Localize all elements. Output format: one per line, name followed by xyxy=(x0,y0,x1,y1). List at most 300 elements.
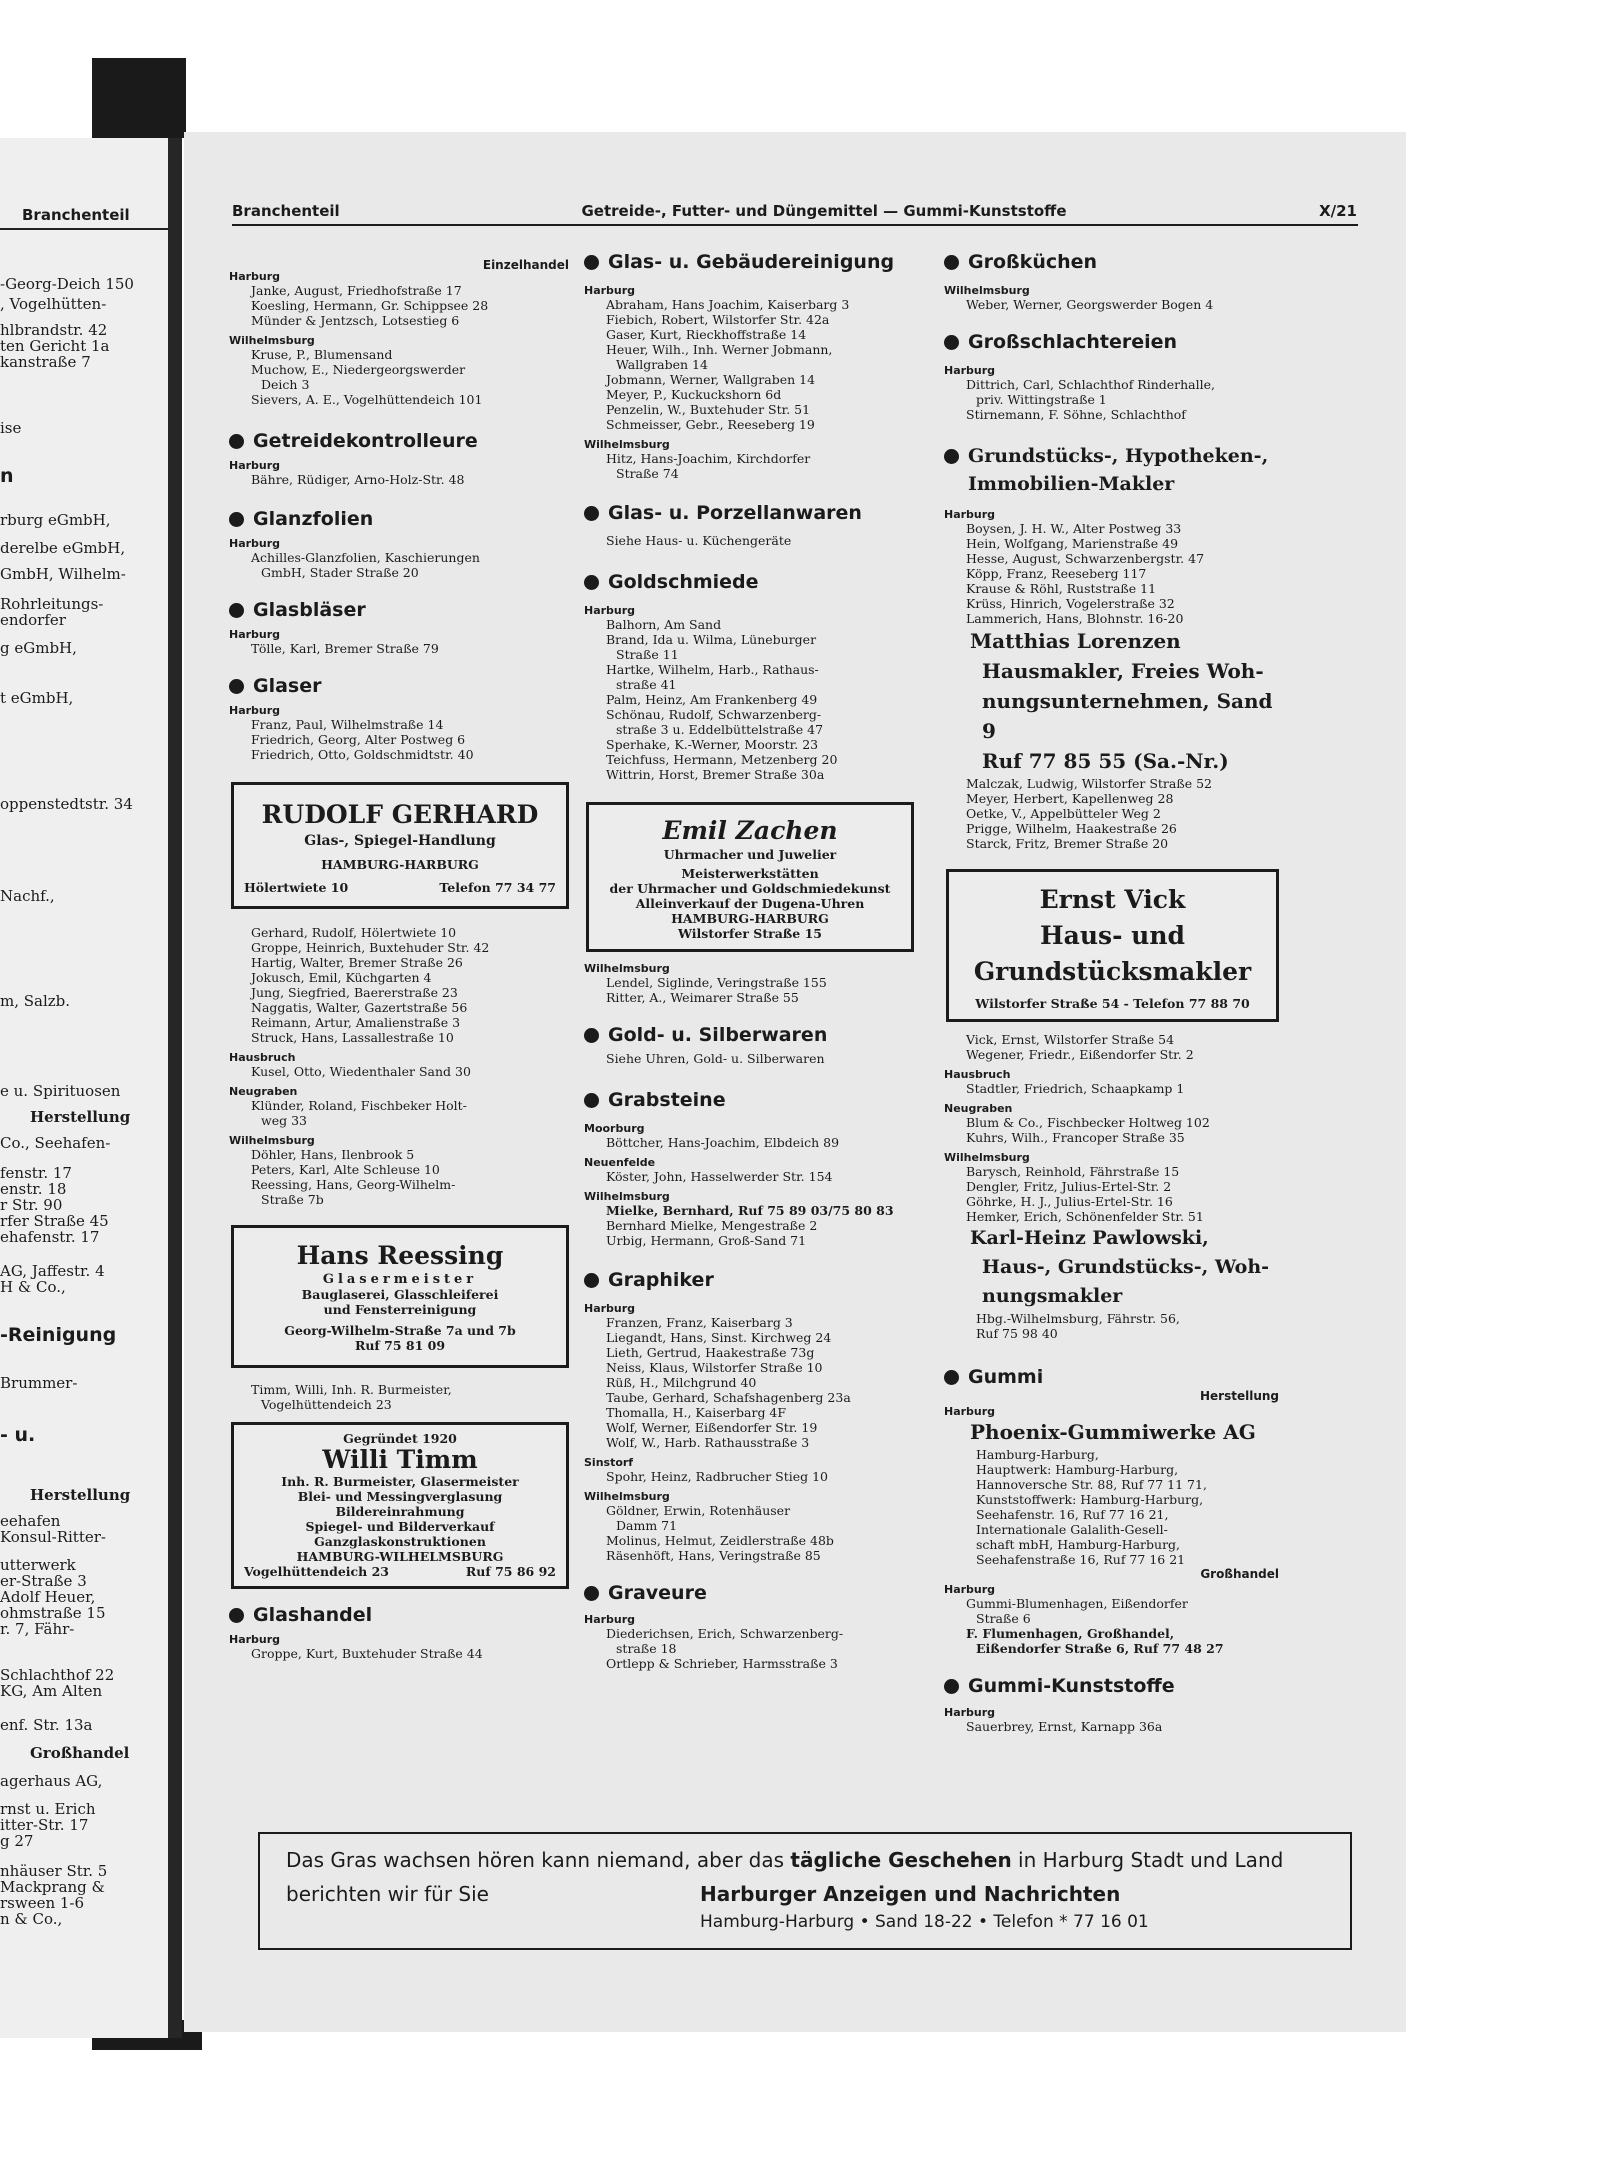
left-page-line: Rohrleitungs- xyxy=(0,595,104,613)
ad-line: HAMBURG-HARBURG xyxy=(321,857,479,872)
list-item: Bähre, Rüdiger, Arno-Holz-Str. 48 xyxy=(251,472,465,487)
bullet-icon xyxy=(944,335,959,350)
left-page-line: AG, Jaffestr. 4 xyxy=(0,1262,105,1280)
page-header-left: Branchenteil xyxy=(232,202,340,220)
section-glaser xyxy=(229,674,569,762)
section-heading xyxy=(229,429,569,453)
location-label: Harburg xyxy=(229,1633,281,1646)
ad-line: Uhrmacher und Juwelier xyxy=(663,847,837,862)
location-label: Harburg xyxy=(584,1302,636,1315)
location-label: Harburg xyxy=(584,1613,636,1626)
scan-edge-top xyxy=(92,58,186,138)
ad-line: Blei- und Messingverglasung xyxy=(297,1489,503,1504)
left-page-line: utterwerk xyxy=(0,1556,76,1574)
list-item: Hemker, Erich, Schönenfelder Str. 51 xyxy=(966,1209,1204,1224)
list-item: Bernhard Mielke, Mengestraße 2 xyxy=(606,1218,818,1233)
advertisement-zachen xyxy=(586,802,914,952)
section-heading xyxy=(944,1674,1279,1698)
section-makler-continued xyxy=(944,1032,1279,1341)
ad-name: Willi Timm xyxy=(322,1445,478,1474)
bullet-icon xyxy=(584,506,599,521)
left-page-line: enstr. 18 xyxy=(0,1180,67,1198)
page-gutter xyxy=(168,138,182,2038)
list-item-continued: straße 3 u. Eddelbüttelstraße 47 xyxy=(616,722,824,737)
list-item: Urbig, Hermann, Groß-Sand 71 xyxy=(606,1233,807,1248)
left-page-line: nhäuser Str. 5 xyxy=(0,1862,108,1880)
ad-contact-row xyxy=(244,1564,556,1580)
advertisement-reessing xyxy=(231,1225,569,1368)
list-item: Kruse, P., Blumensand xyxy=(251,347,393,362)
ad-address: Vogelhüttendeich 23 xyxy=(244,1564,389,1579)
location-label: Moorburg xyxy=(584,1122,645,1135)
section-title: Glas- u. Gebäudereinigung xyxy=(608,251,895,273)
section-grossschlachtereien xyxy=(944,330,1279,422)
section-goldschmiede xyxy=(584,570,914,782)
ad-line: Bildereinrahmung xyxy=(335,1504,465,1519)
cross-reference: Siehe Uhren, Gold- u. Silberwaren xyxy=(606,1051,825,1066)
left-page-line: GmbH, Wilhelm- xyxy=(0,565,126,583)
list-item: Molinus, Helmut, Zeidlerstraße 48b xyxy=(606,1533,834,1548)
ad-address: Hölertwiete 10 xyxy=(244,880,349,895)
section-graveure xyxy=(584,1581,914,1671)
left-page-line: Nachf., xyxy=(0,887,55,905)
list-item: Brand, Ida u. Wilma, Lüneburger xyxy=(606,632,817,647)
ad-line: Glasermeister xyxy=(322,1272,478,1287)
section-glashandel xyxy=(229,1603,569,1661)
left-page-line: kanstraße 7 xyxy=(0,353,91,371)
ad-line: Grundstücksmakler xyxy=(973,957,1252,986)
left-page-line: itter-Str. 17 xyxy=(0,1816,89,1834)
section-glanzfolien xyxy=(229,507,569,580)
left-page-line: Adolf Heuer, xyxy=(0,1588,96,1606)
section-glasreinigung xyxy=(584,250,914,481)
location-label: Neugraben xyxy=(944,1102,1013,1115)
list-item: Mielke, Bernhard, Ruf 75 89 03/75 80 83 xyxy=(606,1203,894,1218)
left-page-line: derelbe eGmbH, xyxy=(0,539,126,557)
section-title: Glashandel xyxy=(253,1604,373,1626)
section-heading xyxy=(944,330,1279,354)
list-item: Hannoversche Str. 88, Ruf 77 11 71, xyxy=(976,1477,1207,1492)
left-page-rule xyxy=(0,228,168,230)
ad-line: Glas-, Spiegel-Handlung xyxy=(304,833,496,849)
left-page-line: ise xyxy=(0,419,22,437)
list-item-continued: straße 41 xyxy=(616,677,677,692)
location-label: Sinstorf xyxy=(584,1456,634,1469)
list-item: Köster, John, Hasselwerder Str. 154 xyxy=(606,1169,833,1184)
bullet-icon xyxy=(229,434,244,449)
list-item: Sauerbrey, Ernst, Karnapp 36a xyxy=(966,1719,1163,1734)
list-item: Ruf 75 98 40 xyxy=(976,1326,1058,1341)
bullet-icon xyxy=(584,1273,599,1288)
ad-line: Wilstorfer Straße 15 xyxy=(677,926,822,941)
left-page-line: t eGmbH, xyxy=(0,689,74,707)
list-item-continued: Wallgraben 14 xyxy=(616,357,708,372)
featured-line: Matthias Lorenzen xyxy=(970,629,1181,653)
list-item: Koesling, Hermann, Gr. Schippsee 28 xyxy=(251,298,489,313)
left-page-line: rsween 1-6 xyxy=(0,1894,85,1912)
bullet-icon xyxy=(229,1608,244,1623)
list-item: Schmeisser, Gebr., Reeseberg 19 xyxy=(606,417,815,432)
section-title: Gummi-Kunststoffe xyxy=(968,1675,1175,1697)
section-glasblaeser xyxy=(229,598,569,656)
advertisement-gerhard xyxy=(231,782,569,909)
left-page-line: g eGmbH, xyxy=(0,639,77,657)
location-label: Hausbruch xyxy=(229,1051,296,1064)
section-getreidekontrolleure xyxy=(229,429,569,487)
list-item: Teichfuss, Hermann, Metzenberg 20 xyxy=(606,752,838,767)
section-heading xyxy=(584,570,914,594)
list-item: Gerhard, Rudolf, Hölertwiete 10 xyxy=(251,925,457,940)
list-item: Reessing, Hans, Georg-Wilhelm- xyxy=(251,1177,456,1192)
section-title: Getreidekontrolleure xyxy=(253,430,478,452)
left-page-line: endorfer xyxy=(0,611,66,629)
list-item: Balhorn, Am Sand xyxy=(606,617,722,632)
bullet-icon xyxy=(229,603,244,618)
list-item: Groppe, Kurt, Buxtehuder Straße 44 xyxy=(251,1646,483,1661)
list-item-continued: Damm 71 xyxy=(616,1518,678,1533)
list-item: Wegener, Friedr., Eißendorfer Str. 2 xyxy=(966,1047,1194,1062)
list-item: Göldner, Erwin, Rotenhäuser xyxy=(606,1503,791,1518)
left-page-line: Schlachthof 22 xyxy=(0,1666,115,1684)
list-item-continued: Straße 11 xyxy=(616,647,679,662)
section-heading xyxy=(944,442,1279,498)
list-item: Hesse, August, Schwarzenbergstr. 47 xyxy=(966,551,1205,566)
ad-text-bold: tägliche Geschehen xyxy=(790,1848,1012,1872)
section-title-line: Grundstücks-, Hypotheken-, xyxy=(968,445,1269,467)
left-page-header: Branchenteil xyxy=(22,206,130,224)
ad-line: Wilstorfer Straße 54 - Telefon 77 88 70 xyxy=(975,996,1250,1011)
list-item: Meyer, Herbert, Kapellenweg 28 xyxy=(966,791,1174,806)
list-item: Heuer, Wilh., Inh. Werner Jobmann, xyxy=(606,342,833,357)
ad-line: Ganzglaskonstruktionen xyxy=(314,1534,486,1549)
list-item: Jokusch, Emil, Küchgarten 4 xyxy=(251,970,432,985)
header-rule xyxy=(232,224,1358,226)
list-item: Hauptwerk: Hamburg-Harburg, xyxy=(976,1462,1179,1477)
bullet-icon xyxy=(944,1679,959,1694)
list-item-continued: Eißendorfer Straße 6, Ruf 77 48 27 xyxy=(976,1641,1224,1656)
list-item: Franz, Paul, Wilhelmstraße 14 xyxy=(251,717,444,732)
list-item: Hitz, Hans-Joachim, Kirchdorfer xyxy=(606,451,811,466)
list-item-continued: Straße 74 xyxy=(616,466,679,481)
list-item-continued: straße 18 xyxy=(616,1641,677,1656)
left-page-line: ten Gericht 1a xyxy=(0,337,110,355)
column-3 xyxy=(944,250,1279,1734)
location-label: Harburg xyxy=(944,364,996,377)
page-header-title: Getreide-, Futter- und Düngemittel — Gummi-Kunststoffe xyxy=(581,202,1067,220)
list-item: Spohr, Heinz, Radbrucher Stieg 10 xyxy=(606,1469,829,1484)
list-item-continued: Vogelhüttendeich 23 xyxy=(261,1397,392,1412)
list-item: Seehafenstr. 16, Ruf 77 16 21, xyxy=(976,1507,1169,1522)
list-item: Hamburg-Harburg, xyxy=(976,1447,1099,1462)
list-item-continued: weg 33 xyxy=(261,1113,307,1128)
location-label: Harburg xyxy=(229,628,281,641)
location-label: Harburg xyxy=(944,1706,996,1719)
ad-phone: Ruf 75 86 92 xyxy=(465,1564,556,1579)
list-item: Thomalla, H., Kaiserbarg 4F xyxy=(606,1405,787,1420)
list-item-continued: GmbH, Stader Straße 20 xyxy=(261,565,419,580)
section-title-line: Immobilien-Makler xyxy=(968,473,1175,495)
section-gummi-kunststoffe xyxy=(944,1674,1279,1734)
ad-name: Hans Reessing xyxy=(296,1241,504,1270)
section-goldschmiede-continued xyxy=(584,962,914,1005)
list-item: Jung, Siegfried, Baererstraße 23 xyxy=(251,985,458,1000)
bullet-icon xyxy=(584,1586,599,1601)
section-heading xyxy=(229,1603,569,1627)
location-label: Wilhelmsburg xyxy=(229,1134,315,1147)
section-title: Glas- u. Porzellanwaren xyxy=(608,502,862,524)
location-label: Harburg xyxy=(584,284,636,297)
left-page-line: KG, Am Alten xyxy=(0,1682,103,1700)
list-item: Ortlepp & Schrieber, Harmsstraße 3 xyxy=(606,1656,838,1671)
list-item: Lieth, Gertrud, Haakestraße 73g xyxy=(606,1345,815,1360)
list-item: Vick, Ernst, Wilstorfer Straße 54 xyxy=(966,1032,1175,1047)
list-item: Groppe, Heinrich, Buxtehuder Str. 42 xyxy=(251,940,490,955)
location-label: Wilhelmsburg xyxy=(584,1190,670,1203)
featured-line: Ruf 77 85 55 (Sa.-Nr.) xyxy=(982,749,1229,773)
section-title: Gold- u. Silberwaren xyxy=(608,1024,828,1046)
ad-line: Alleinverkauf der Dugena-Uhren xyxy=(635,896,865,911)
list-item: Wolf, Werner, Eißendorfer Str. 19 xyxy=(606,1420,818,1435)
bullet-icon xyxy=(944,1370,959,1385)
list-item: Neiss, Klaus, Wilstorfer Straße 10 xyxy=(606,1360,823,1375)
location-label: Wilhelmsburg xyxy=(944,1151,1030,1164)
list-item: Friedrich, Otto, Goldschmidtstr. 40 xyxy=(251,747,474,762)
list-item: Krause & Röhl, Ruststraße 11 xyxy=(966,581,1157,596)
list-item: Boysen, J. H. W., Alter Postweg 33 xyxy=(966,521,1182,536)
left-page-line: fenstr. 17 xyxy=(0,1164,72,1182)
section-heading xyxy=(584,250,914,274)
section-glaser-timm xyxy=(229,1382,569,1412)
list-item: Köpp, Franz, Reeseberg 117 xyxy=(966,566,1147,581)
section-title: Großküchen xyxy=(968,251,1098,273)
list-item: Rüß, H., Milchgrund 40 xyxy=(606,1375,757,1390)
location-label: Harburg xyxy=(229,537,281,550)
list-item: Meyer, P., Kuckuckshorn 6d xyxy=(606,387,782,402)
left-page-line: -Georg-Deich 150 xyxy=(0,275,134,293)
left-page-line: Co., Seehafen- xyxy=(0,1134,111,1152)
ad-name: Emil Zachen xyxy=(662,816,838,845)
list-item: Böttcher, Hans-Joachim, Elbdeich 89 xyxy=(606,1135,840,1150)
location-label: Harburg xyxy=(944,508,996,521)
list-item: Timm, Willi, Inh. R. Burmeister, xyxy=(251,1382,452,1397)
advertisement-timm xyxy=(231,1422,569,1589)
list-item: Schönau, Rudolf, Schwarzenberg- xyxy=(606,707,822,722)
section-title: Grabsteine xyxy=(608,1089,726,1111)
location-label: Neuenfelde xyxy=(584,1156,656,1169)
left-page-line: , Vogelhütten- xyxy=(0,295,107,313)
section-heading xyxy=(944,250,1279,274)
list-item: Jobmann, Werner, Wallgraben 14 xyxy=(606,372,816,387)
section-title: Glasbläser xyxy=(253,599,366,621)
section-heading xyxy=(229,598,569,622)
list-item: Malczak, Ludwig, Wilstorfer Straße 52 xyxy=(966,776,1212,791)
location-label: Hausbruch xyxy=(944,1068,1011,1081)
bullet-icon xyxy=(229,679,244,694)
bullet-icon xyxy=(944,255,959,270)
list-item: Krüss, Hinrich, Vogelerstraße 32 xyxy=(966,596,1175,611)
location-label: Harburg xyxy=(944,1405,996,1418)
list-item: Hartig, Walter, Bremer Straße 26 xyxy=(251,955,463,970)
list-item: Hartke, Wilhelm, Harb., Rathaus- xyxy=(606,662,819,677)
left-page-line: n & Co., xyxy=(0,1910,63,1928)
section-gummi xyxy=(944,1365,1279,1656)
left-page-line: Brummer- xyxy=(0,1374,78,1392)
list-item: Wittrin, Horst, Bremer Straße 30a xyxy=(606,767,825,782)
list-item: Abraham, Hans Joachim, Kaiserbarg 3 xyxy=(606,297,850,312)
left-page-line: H & Co., xyxy=(0,1278,66,1296)
ad-line: Georg-Wilhelm-Straße 7a und 7b xyxy=(284,1323,516,1338)
left-page-line: rfer Straße 45 xyxy=(0,1212,109,1230)
left-page-fragment xyxy=(0,138,172,2038)
ad-line: Bauglaserei, Glasschleiferei xyxy=(301,1287,499,1302)
list-item: Reimann, Artur, Amalienstraße 3 xyxy=(251,1015,461,1030)
location-label: Harburg xyxy=(944,1583,996,1596)
list-item: Tölle, Karl, Bremer Straße 79 xyxy=(251,641,439,656)
section-heading xyxy=(229,507,569,531)
left-page-line: Mackprang & xyxy=(0,1878,105,1896)
ad-phone: Telefon 77 34 77 xyxy=(439,880,556,895)
left-page-line: ehafenstr. 17 xyxy=(0,1228,100,1246)
left-page-line: ohmstraße 15 xyxy=(0,1604,106,1622)
section-grosskuechen xyxy=(944,250,1279,312)
list-item: Liegandt, Hans, Sinst. Kirchweg 24 xyxy=(606,1330,832,1345)
directory-page xyxy=(184,132,1406,2032)
list-item: Friedrich, Georg, Alter Postweg 6 xyxy=(251,732,466,747)
left-page-line: n xyxy=(0,465,14,487)
list-item: Peters, Karl, Alte Schleuse 10 xyxy=(251,1162,440,1177)
list-item: Gaser, Kurt, Rieckhoffstraße 14 xyxy=(606,327,807,342)
list-item: Franzen, Franz, Kaiserbarg 3 xyxy=(606,1315,793,1330)
list-item: schaft mbH, Hamburg-Harburg, xyxy=(976,1537,1181,1552)
cross-reference: Siehe Haus- u. Küchengeräte xyxy=(606,533,792,548)
left-page-line: enf. Str. 13a xyxy=(0,1716,93,1734)
section-heading xyxy=(584,1023,914,1047)
list-item: Weber, Werner, Georgswerder Bogen 4 xyxy=(966,297,1214,312)
featured-line: nungsmakler xyxy=(982,1285,1123,1307)
list-item: Struck, Hans, Lassallestraße 10 xyxy=(251,1030,454,1045)
ad-line: Ruf 75 81 09 xyxy=(354,1338,446,1353)
list-item: Dengler, Fritz, Julius-Ertel-Str. 2 xyxy=(966,1179,1172,1194)
left-page-line: g 27 xyxy=(0,1832,34,1850)
featured-line: Haus-, Grundstücks-, Woh- xyxy=(982,1256,1270,1278)
section-silberwaren xyxy=(584,1023,914,1066)
ad-line: und Fensterreinigung xyxy=(323,1302,477,1317)
list-item: Oetke, V., Appelbütteler Weg 2 xyxy=(966,806,1161,821)
left-page-line: rnst u. Erich xyxy=(0,1800,96,1818)
ad-line: HAMBURG-WILHELMSBURG xyxy=(296,1549,504,1564)
list-item: Palm, Heinz, Am Frankenberg 49 xyxy=(606,692,818,707)
ad-line: Gegründet 1920 xyxy=(343,1431,457,1446)
column-1 xyxy=(229,252,569,1661)
left-page-line: oppenstedtstr. 34 xyxy=(0,795,133,813)
list-item: Kuhrs, Wilh., Francoper Straße 35 xyxy=(966,1130,1185,1145)
section-note: Herstellung xyxy=(1199,1389,1279,1403)
left-page-line: r Str. 90 xyxy=(0,1196,63,1214)
ad-slogan-line-1 xyxy=(286,1848,1283,1872)
left-page-line: hlbrandstr. 42 xyxy=(0,321,108,339)
page-number: X/21 xyxy=(1319,202,1357,220)
location-label: Wilhelmsburg xyxy=(584,1490,670,1503)
section-title: Graveure xyxy=(608,1582,707,1604)
list-item: Achilles-Glanzfolien, Kaschierungen xyxy=(251,550,480,565)
section-title: Graphiker xyxy=(608,1269,714,1291)
location-label: Harburg xyxy=(229,459,281,472)
bullet-icon xyxy=(584,1093,599,1108)
list-item: Blum & Co., Fischbecker Holtweg 102 xyxy=(966,1115,1210,1130)
ad-text: in Harburg Stadt und Land xyxy=(1011,1848,1284,1872)
list-item: Kunststoffwerk: Hamburg-Harburg, xyxy=(976,1492,1204,1507)
ad-line: Inh. R. Burmeister, Glasermeister xyxy=(281,1474,519,1489)
list-item: Sperhake, K.-Werner, Moorstr. 23 xyxy=(606,737,819,752)
location-label: Harburg xyxy=(229,704,281,717)
section-title: Gummi xyxy=(968,1366,1044,1388)
featured-entry-pawlowski xyxy=(944,1224,1279,1311)
left-page-line: Herstellung xyxy=(30,1108,131,1126)
left-page-line: - u. xyxy=(0,1424,36,1446)
list-item: Muchow, E., Niedergeorgswerder xyxy=(251,362,466,377)
location-label: Harburg xyxy=(229,270,281,283)
ad-name: Ernst Vick xyxy=(1039,885,1186,914)
bullet-icon xyxy=(584,1028,599,1043)
list-item: Kusel, Otto, Wiedenthaler Sand 30 xyxy=(251,1064,471,1079)
section-heading xyxy=(584,1268,914,1292)
advertisement-vick xyxy=(946,869,1279,1022)
list-item: Internationale Galalith-Gesell- xyxy=(976,1522,1168,1537)
list-item-continued: priv. Wittingstraße 1 xyxy=(976,392,1107,407)
ad-line: Meisterwerkstätten xyxy=(681,866,819,881)
list-item: Hbg.-Wilhelmsburg, Fährstr. 56, xyxy=(976,1311,1180,1326)
list-item: Seehafenstraße 16, Ruf 77 16 21 xyxy=(976,1552,1186,1567)
list-item: Taube, Gerhard, Schafshagenberg 23a xyxy=(606,1390,851,1405)
section-heading xyxy=(229,674,569,698)
featured-entry-lorenzen xyxy=(944,626,1279,776)
ad-line: Haus- und xyxy=(1040,921,1185,950)
list-item: Barysch, Reinhold, Fährstraße 15 xyxy=(966,1164,1180,1179)
list-item: Döhler, Hans, Ilenbrook 5 xyxy=(251,1147,415,1162)
list-item: F. Flumenhagen, Großhandel, xyxy=(966,1626,1175,1641)
list-item: Münder & Jentzsch, Lotsestieg 6 xyxy=(251,313,460,328)
list-item: Stirnemann, F. Söhne, Schlachthof xyxy=(966,407,1186,422)
list-item: Fiebich, Robert, Wilstorfer Str. 42a xyxy=(606,312,830,327)
list-item: Penzelin, W., Buxtehuder Str. 51 xyxy=(606,402,811,417)
location-label: Neugraben xyxy=(229,1085,298,1098)
location-label: Harburg xyxy=(584,604,636,617)
section-einzelhandel xyxy=(229,258,569,407)
newspaper-address: Hamburg-Harburg • Sand 18-22 • Telefon * 77 16 01 xyxy=(700,1912,1149,1932)
bullet-icon xyxy=(584,575,599,590)
ad-line: Spiegel- und Bilderverkauf xyxy=(305,1519,495,1534)
featured-line: nungsunternehmen, Sand 9 xyxy=(982,689,1273,743)
ad-name: RUDOLF GERHARD xyxy=(261,800,539,829)
list-item: Ritter, A., Weimarer Straße 55 xyxy=(606,990,799,1005)
newspaper-name: Harburger Anzeigen und Nachrichten xyxy=(700,1882,1121,1906)
location-label: Wilhelmsburg xyxy=(584,438,670,451)
section-title: Goldschmiede xyxy=(608,571,759,593)
section-graphiker xyxy=(584,1268,914,1563)
left-page-line: -Reinigung xyxy=(0,1324,117,1346)
list-item: Klünder, Roland, Fischbeker Holt- xyxy=(251,1098,467,1113)
list-item: Hein, Wolfgang, Marienstraße 49 xyxy=(966,536,1179,551)
ad-slogan-line-2: berichten wir für Sie xyxy=(286,1882,489,1906)
list-item: Sievers, A. E., Vogelhüttendeich 101 xyxy=(251,392,483,407)
list-item: Starck, Fritz, Bremer Straße 20 xyxy=(966,836,1169,851)
bullet-icon xyxy=(944,449,959,464)
section-heading xyxy=(584,1088,914,1112)
list-item: Stadtler, Friedrich, Schaapkamp 1 xyxy=(966,1081,1185,1096)
left-page-line: e u. Spirituosen xyxy=(0,1082,121,1100)
column-2 xyxy=(584,250,914,1671)
left-page-line: r. 7, Fähr- xyxy=(0,1620,75,1638)
